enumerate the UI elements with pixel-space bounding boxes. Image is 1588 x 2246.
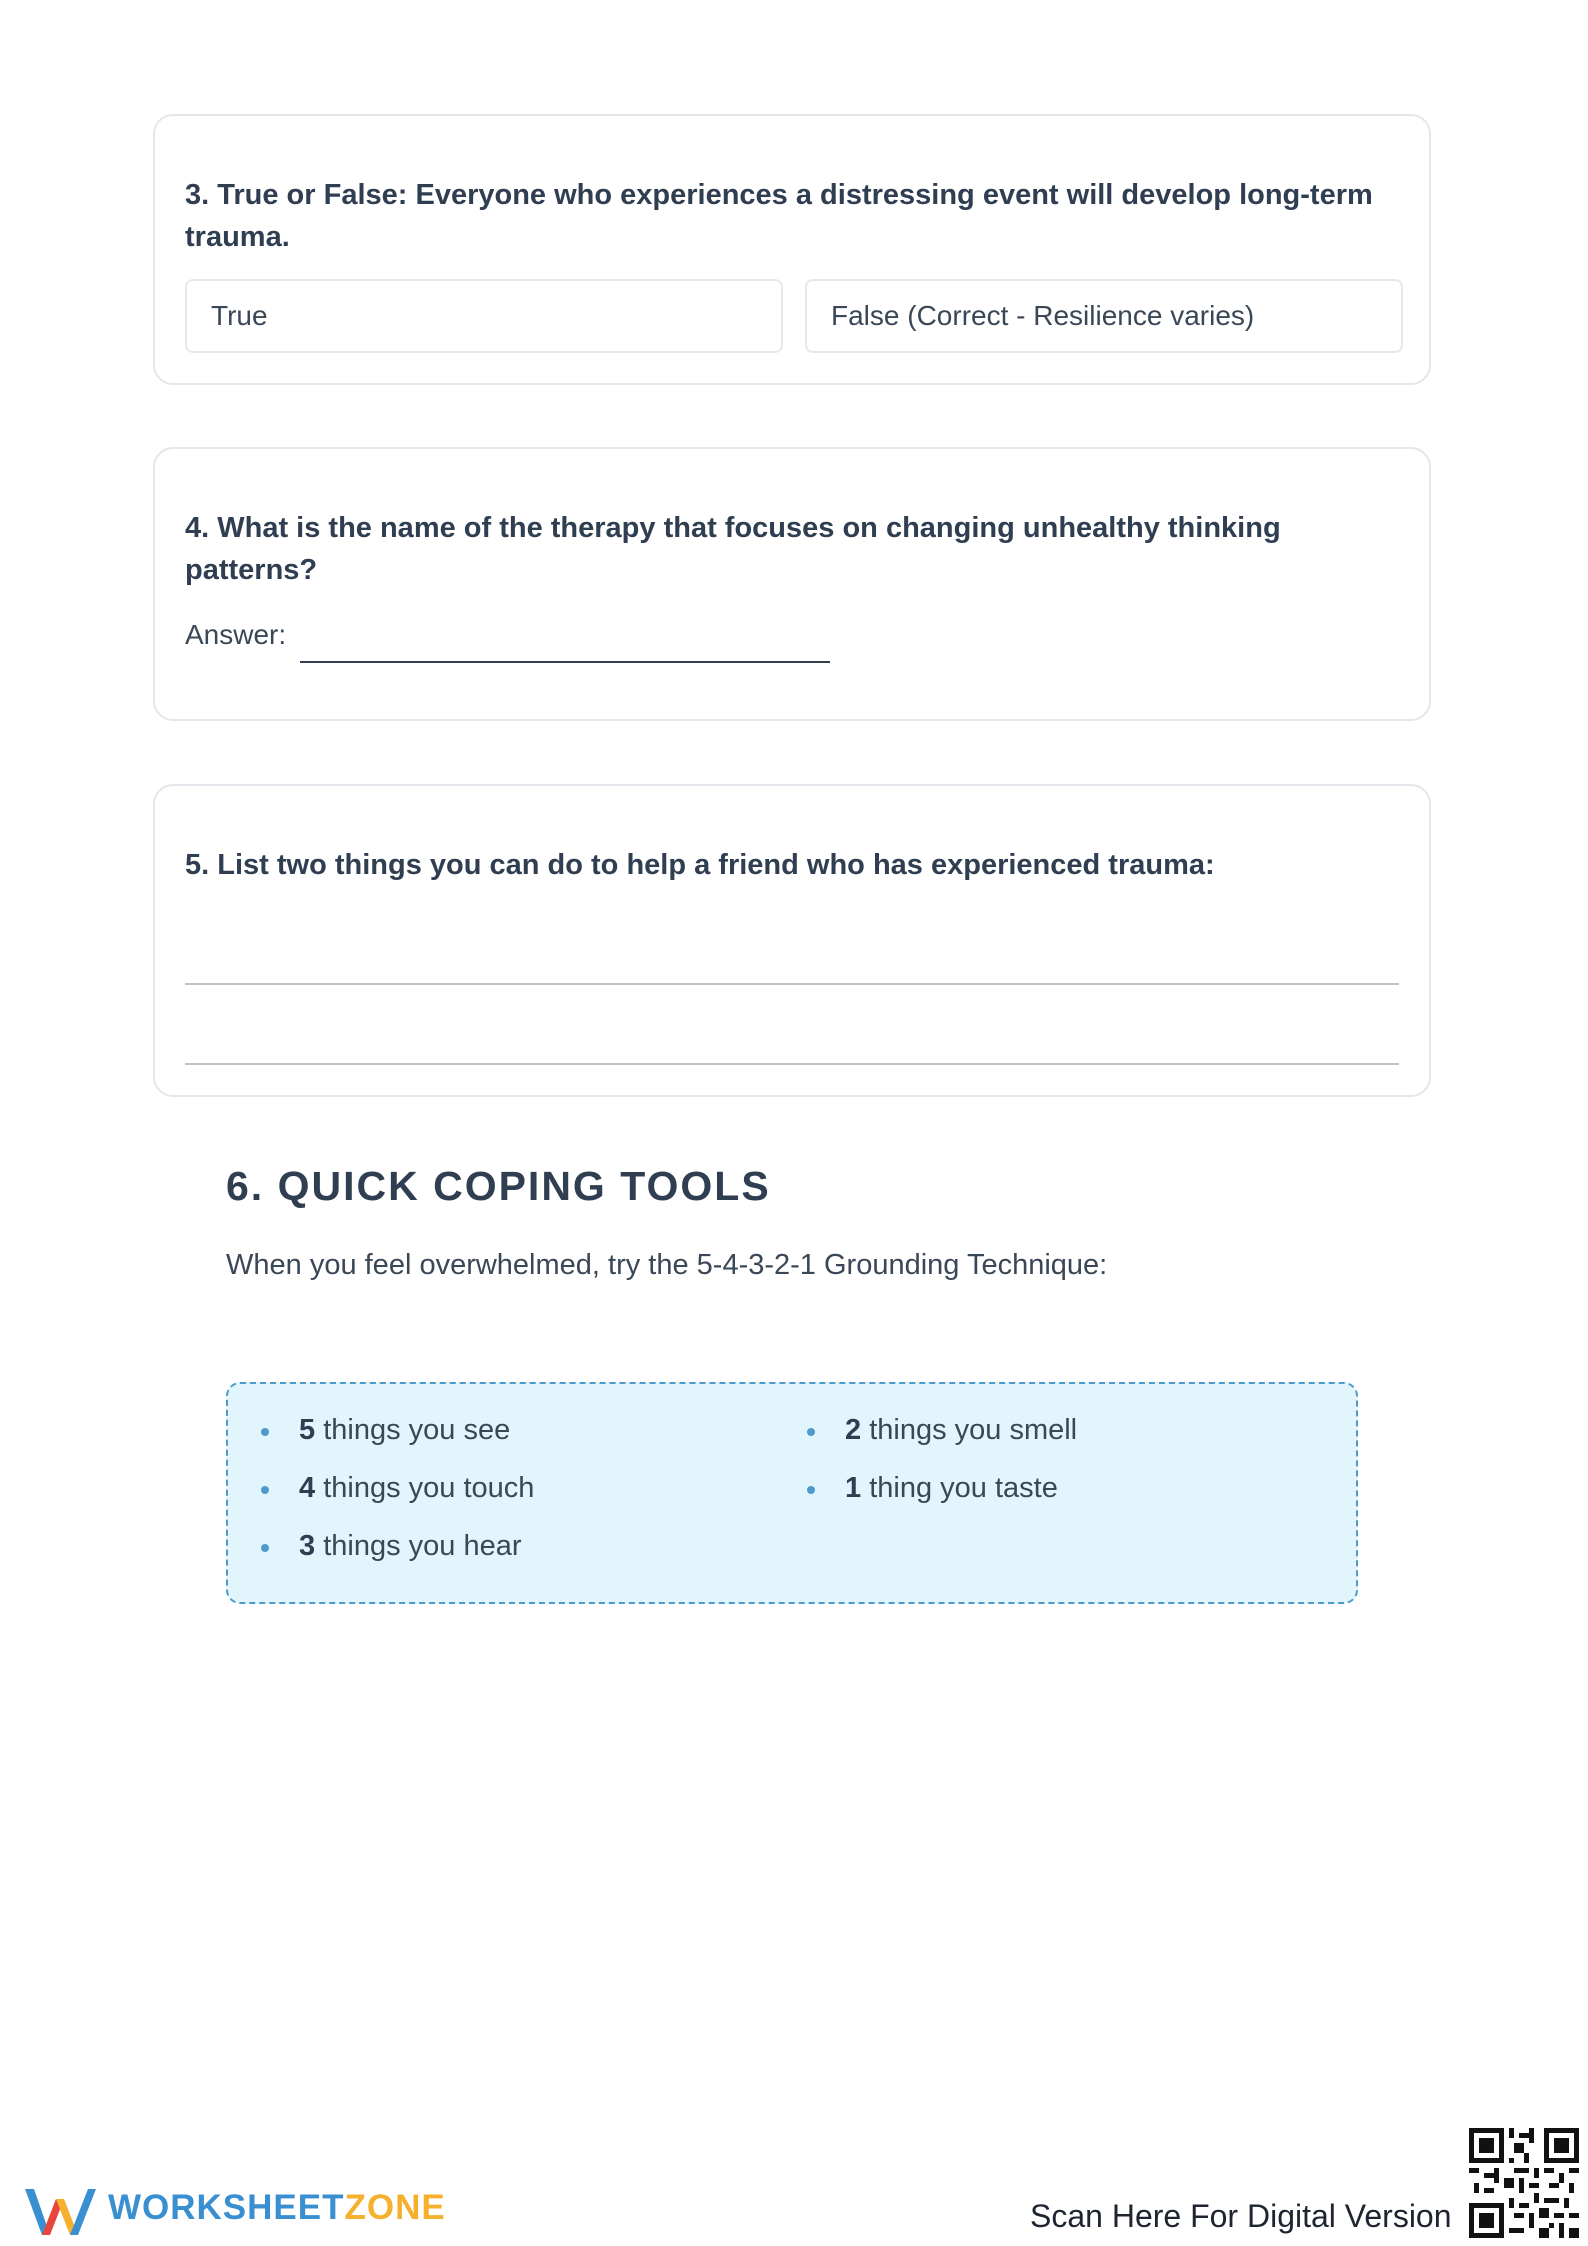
list-item: [299, 1472, 534, 1505]
item-text: things you see: [315, 1414, 511, 1446]
bullet-icon: [261, 1428, 269, 1436]
question-5-text: 5. List two things you can do to help a friend who has experienced trauma:: [185, 849, 1215, 881]
bullet-icon: [261, 1544, 269, 1552]
option-false[interactable]: False (Correct - Resilience varies): [805, 279, 1403, 353]
item-number: 4: [299, 1472, 316, 1504]
answer-line-1[interactable]: [185, 983, 1399, 985]
bullet-icon: [807, 1486, 815, 1494]
item-text: things you touch: [315, 1472, 535, 1504]
question-5-card: [153, 784, 1431, 1097]
question-3-text: 3. True or False: Everyone who experiences a distressing event will develop long-term trauma.: [185, 179, 1373, 253]
list-item: [845, 1414, 1077, 1447]
bullet-icon: [807, 1428, 815, 1436]
qr-code-icon[interactable]: [1469, 2128, 1579, 2238]
list-item: [299, 1414, 510, 1447]
item-number: 3: [299, 1530, 316, 1562]
scan-text: Scan Here For Digital Version: [1030, 2198, 1452, 2234]
bullet-icon: [261, 1486, 269, 1494]
item-number: 1: [845, 1472, 862, 1504]
list-item: [299, 1530, 522, 1563]
coping-tools-box: [226, 1382, 1358, 1604]
answer-line[interactable]: [300, 661, 830, 663]
question-3-card: [153, 114, 1431, 385]
item-number: 5: [299, 1414, 316, 1446]
item-text: thing you taste: [861, 1472, 1058, 1504]
answer-line-2[interactable]: [185, 1063, 1399, 1065]
option-true[interactable]: True: [185, 279, 783, 353]
item-number: 2: [845, 1414, 862, 1446]
section-intro: When you feel overwhelmed, try the 5-4-3-2-1 Grounding Technique:: [226, 1249, 1108, 1281]
question-4-text: 4. What is the name of the therapy that focuses on changing unhealthy thinking patterns?: [185, 512, 1281, 586]
section-title: 6. QUICK COPING TOOLS: [226, 1163, 771, 1209]
list-item: [845, 1472, 1058, 1505]
item-text: things you smell: [861, 1414, 1078, 1446]
answer-label: Answer:: [185, 619, 287, 650]
item-text: things you hear: [315, 1530, 522, 1562]
worksheetzone-logo-icon: [22, 2183, 96, 2239]
brand-name: WORKSHEETZONE: [108, 2188, 446, 2227]
question-4-card: [153, 447, 1431, 721]
